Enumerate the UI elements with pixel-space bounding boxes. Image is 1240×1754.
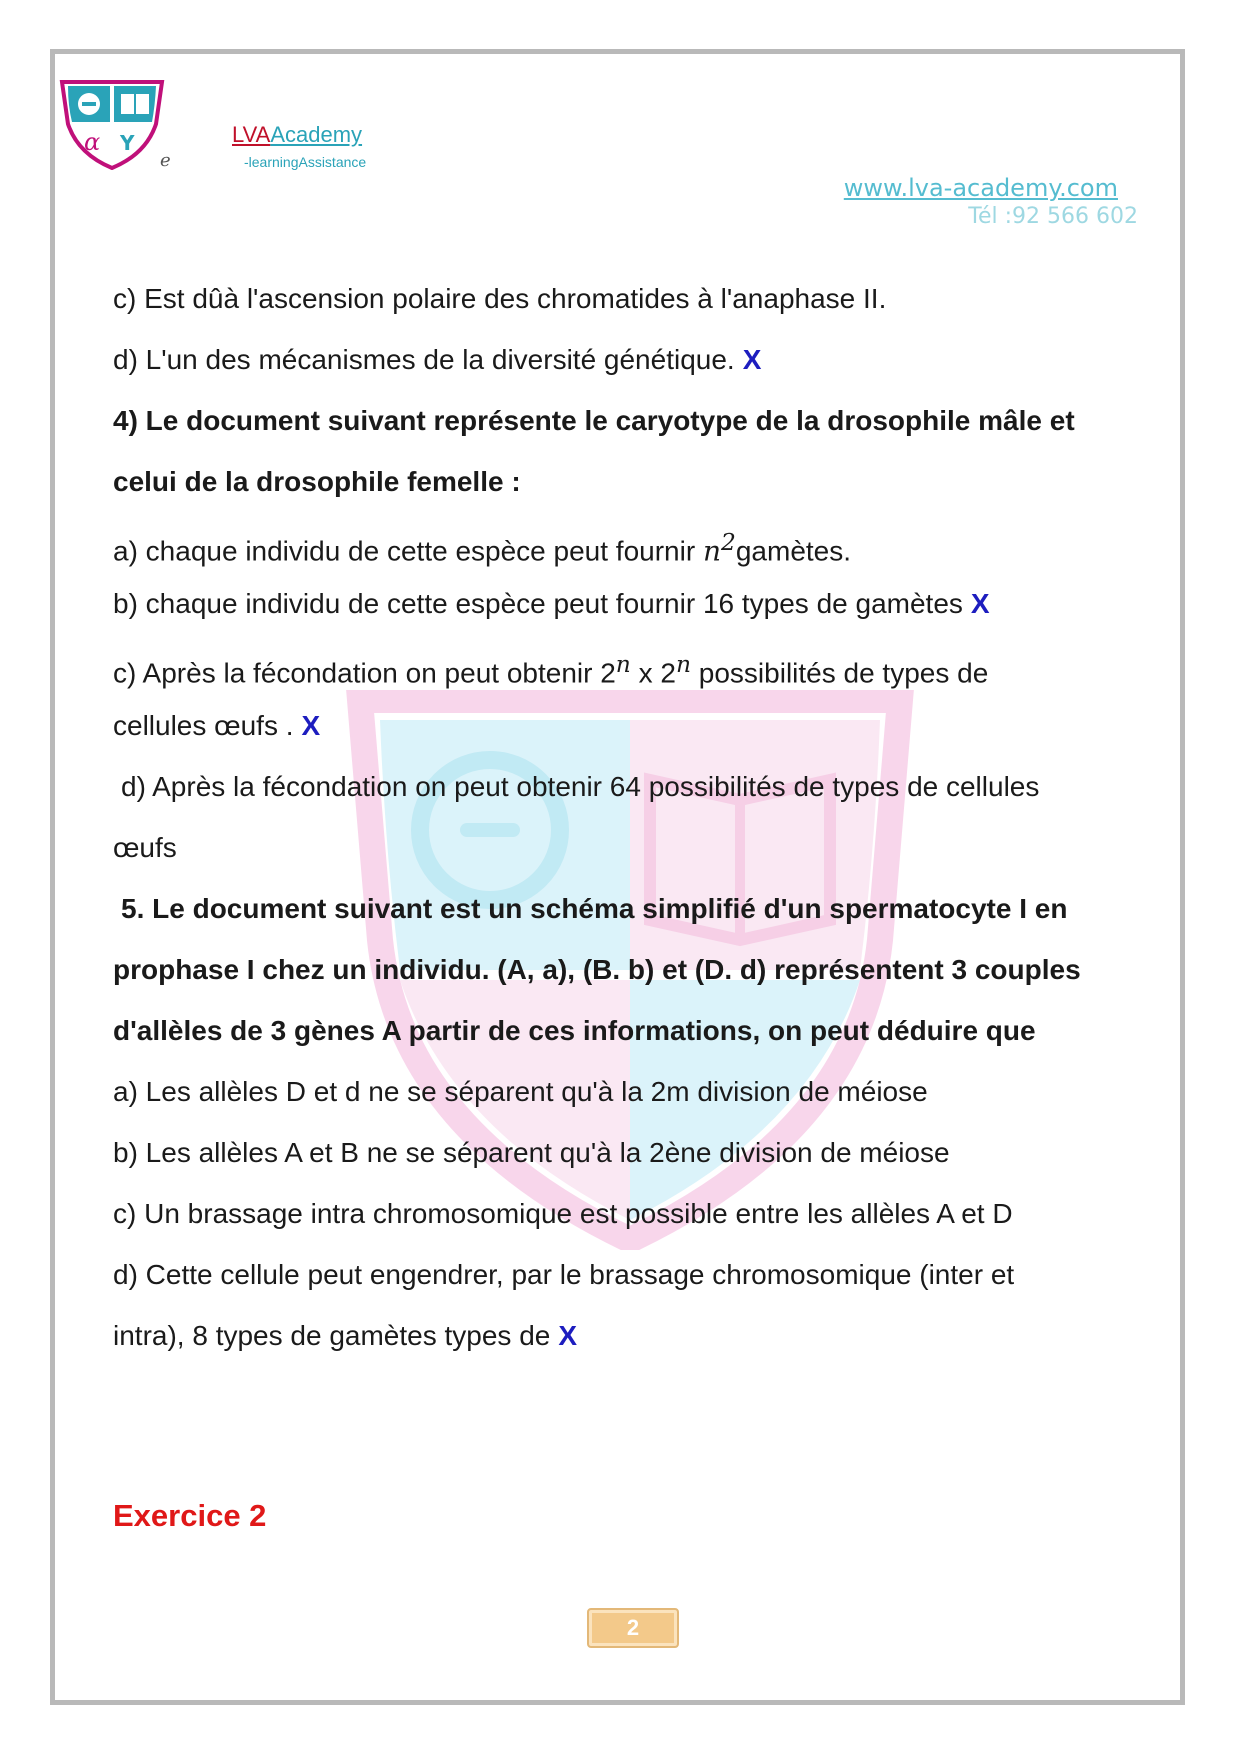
correct-mark: X (301, 710, 321, 741)
q4c-pre: c) Après la fécondation on peut obtenir 2 (113, 657, 616, 689)
q4a-text: a) chaque individu de cette espèce peut fournir (113, 535, 703, 567)
logo-e-mark: e (160, 150, 171, 171)
svg-text:Y: Y (120, 131, 135, 155)
q4b-text: b) chaque individu de cette espèce peut fournir 16 types de gamètes (113, 588, 963, 619)
q4-answer-d-line1: d) Après la fécondation on peut obtenir 64 possibilités de types de cellules (121, 771, 1040, 802)
brand-academy: Academy (270, 122, 363, 147)
q4-answer-d-line2: œufs (113, 832, 177, 863)
correct-mark: X (742, 344, 762, 375)
q5-answer-b: b) Les allèles A et B ne se séparent qu'à la 2ène division de méiose (113, 1137, 950, 1168)
brand-name (232, 122, 362, 148)
question-5-line2: prophase I chez un individu. (A, a), (B. b) et (D. d) représentent 3 couples (113, 954, 1081, 985)
correct-mark: X (558, 1320, 578, 1351)
q4c-exp1: n (615, 650, 631, 678)
question-4-line2: celui de la drosophile femelle : (113, 466, 521, 497)
q4a-math-exp: 2 (721, 528, 736, 556)
question-5-line3: d'allèles de 3 gènes A partir de ces informations, on peut déduire que (113, 1015, 1036, 1046)
answer-d-line (113, 329, 1143, 390)
answer-d-text: d) L'un des mécanismes de la diversité génétique. (113, 344, 735, 375)
question-4-line1: 4) Le document suivant représente le caryotype de la drosophile mâle et (113, 405, 1075, 436)
lva-academy-logo (58, 78, 166, 170)
q4-answer-b (113, 573, 1143, 634)
correct-mark: X (970, 588, 990, 619)
answer-c-line: c) Est dûà l'ascension polaire des chromatides à l'anaphase II. (113, 283, 887, 314)
q4-answer-a (113, 512, 1143, 573)
q5-answer-d-line2 (113, 1305, 1143, 1366)
svg-text:α: α (84, 128, 101, 156)
q4c-exp2: n (675, 650, 691, 678)
q4-answer-c-line1 (113, 634, 1143, 695)
question-5-line1: 5. Le document suivant est un schéma simplifié d'un spermatocyte I en (121, 893, 1068, 924)
q4c-mid: x 2 (630, 657, 676, 689)
page-number: 2 (587, 1608, 679, 1648)
brand-tagline: -learningAssistance (244, 154, 367, 170)
document-body (113, 268, 1143, 1366)
q5-answer-a: a) Les allèles D et d ne se séparent qu'à la 2m division de méiose (113, 1076, 928, 1107)
brand-lva: LVA (232, 122, 271, 147)
exercise-heading: Exercice 2 (113, 1498, 267, 1533)
q5-answer-c: c) Un brassage intra chromosomique est possible entre les allèles A et D (113, 1198, 1013, 1229)
phone-number: Tél :92 566 602 (968, 204, 1138, 229)
q5-answer-d-line1: d) Cette cellule peut engendrer, par le brassage chromosomique (inter et (113, 1259, 1015, 1290)
q5d-line2-text: intra), 8 types de gamètes types de (113, 1320, 551, 1351)
q4a-math-base: n (702, 534, 721, 568)
website-link[interactable]: www.lva-academy.com (843, 174, 1118, 202)
q4c-line2-text: cellules œufs . (113, 710, 294, 741)
q4-answer-c-line2 (113, 695, 1143, 756)
q4a-post: gamètes. (735, 535, 852, 567)
q4c-post: possibilités de types de (691, 657, 989, 689)
